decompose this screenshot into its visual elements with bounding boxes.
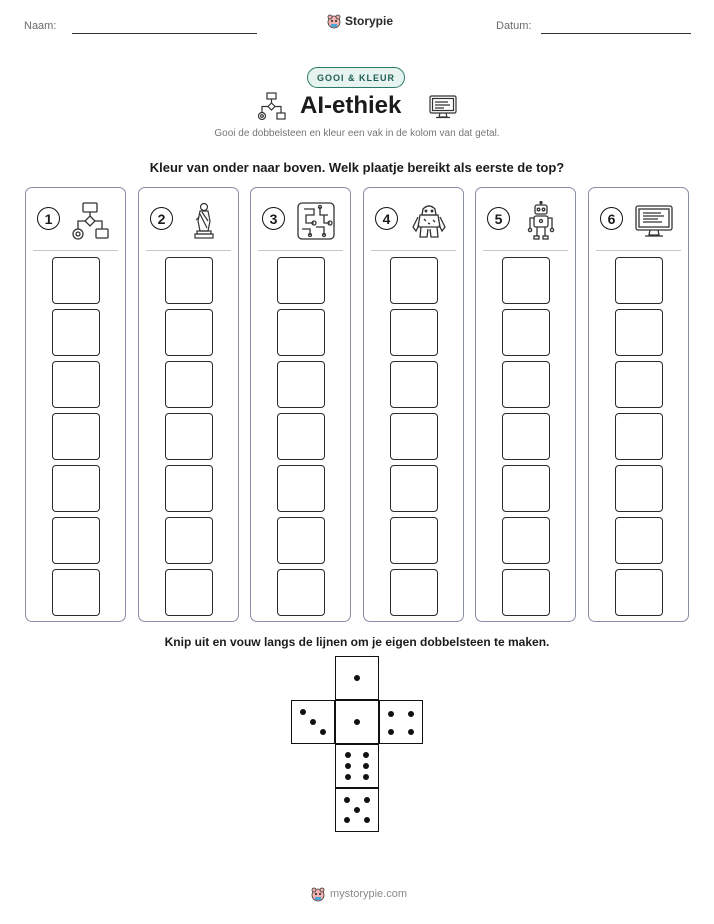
- color-cell[interactable]: [277, 361, 325, 408]
- die-face-1-top: [335, 656, 379, 700]
- footer-url: mystorypie.com: [330, 888, 408, 900]
- column-number-5: 5: [487, 207, 510, 230]
- title-monitor-icon: [428, 94, 458, 120]
- color-cell[interactable]: [165, 413, 213, 460]
- color-cell[interactable]: [165, 257, 213, 304]
- color-cell[interactable]: [52, 413, 100, 460]
- circuit-brain-icon: [296, 201, 336, 241]
- color-cell[interactable]: [390, 517, 438, 564]
- column-divider: [258, 250, 343, 251]
- color-cell[interactable]: [502, 309, 550, 356]
- color-cell[interactable]: [52, 361, 100, 408]
- color-cell[interactable]: [615, 569, 663, 616]
- color-cell[interactable]: [615, 465, 663, 512]
- color-cell[interactable]: [52, 569, 100, 616]
- color-cell[interactable]: [52, 309, 100, 356]
- color-cell[interactable]: [277, 569, 325, 616]
- color-cell[interactable]: [615, 309, 663, 356]
- activity-badge: GOOI & KLEUR: [307, 67, 405, 88]
- column-3: [250, 187, 351, 622]
- color-cell[interactable]: [390, 309, 438, 356]
- title-flowchart-icon: [257, 92, 287, 122]
- pip: [363, 752, 369, 758]
- pip: [388, 711, 394, 717]
- pip: [345, 752, 351, 758]
- name-label: Naam:: [24, 20, 57, 32]
- pip: [364, 797, 370, 803]
- color-cell[interactable]: [277, 413, 325, 460]
- color-cell[interactable]: [165, 361, 213, 408]
- brand-name: Storypie: [345, 14, 394, 28]
- color-cell[interactable]: [502, 569, 550, 616]
- color-cell[interactable]: [165, 569, 213, 616]
- color-cell[interactable]: [165, 517, 213, 564]
- column-4: [363, 187, 464, 622]
- column-divider: [33, 250, 118, 251]
- color-cell[interactable]: [277, 517, 325, 564]
- pip: [363, 763, 369, 769]
- die-face-5: [335, 788, 379, 832]
- pip: [344, 797, 350, 803]
- pip: [310, 719, 316, 725]
- pip: [363, 774, 369, 780]
- column-number-2: 2: [150, 207, 173, 230]
- name-line[interactable]: [72, 33, 257, 34]
- color-cell[interactable]: [277, 309, 325, 356]
- color-cell[interactable]: [165, 309, 213, 356]
- footer: [310, 886, 407, 902]
- color-cell[interactable]: [52, 257, 100, 304]
- pip: [354, 675, 360, 681]
- color-cell[interactable]: [390, 257, 438, 304]
- column-divider: [146, 250, 231, 251]
- flowchart-icon: [71, 201, 111, 241]
- pip: [345, 774, 351, 780]
- golem-icon: [409, 201, 449, 241]
- color-cell[interactable]: [277, 465, 325, 512]
- color-cell[interactable]: [52, 465, 100, 512]
- pip: [354, 719, 360, 725]
- pip: [408, 711, 414, 717]
- column-number-1: 1: [37, 207, 60, 230]
- storypie-logo: [326, 13, 393, 29]
- color-cell[interactable]: [52, 517, 100, 564]
- column-divider: [371, 250, 456, 251]
- color-cell[interactable]: [277, 257, 325, 304]
- color-cell[interactable]: [615, 361, 663, 408]
- pip: [320, 729, 326, 735]
- pip: [388, 729, 394, 735]
- column-number-6: 6: [600, 207, 623, 230]
- column-2: [138, 187, 239, 622]
- pip: [345, 763, 351, 769]
- color-cell[interactable]: [390, 413, 438, 460]
- color-cell[interactable]: [615, 517, 663, 564]
- color-cell[interactable]: [390, 569, 438, 616]
- page-title: AI-ethiek: [300, 92, 402, 119]
- die-face-4: [379, 700, 423, 744]
- die-face-3: [291, 700, 335, 744]
- die-face-1-center: [335, 700, 379, 744]
- column-divider: [596, 250, 681, 251]
- storypie-mascot-icon: [310, 886, 326, 902]
- storypie-mascot-icon: [326, 13, 342, 29]
- column-6: [588, 187, 689, 622]
- pip: [354, 807, 360, 813]
- color-cell[interactable]: [502, 257, 550, 304]
- dice-instruction: Knip uit en vouw langs de lijnen om je eigen dobbelsteen te maken.: [164, 635, 550, 649]
- color-cell[interactable]: [390, 465, 438, 512]
- pip: [364, 817, 370, 823]
- computer-monitor-icon: [634, 201, 674, 241]
- column-5: [475, 187, 576, 622]
- date-line[interactable]: [541, 33, 691, 34]
- column-number-3: 3: [262, 207, 285, 230]
- pip: [344, 817, 350, 823]
- robot-icon: [521, 201, 561, 241]
- color-cell[interactable]: [615, 413, 663, 460]
- color-cell[interactable]: [165, 465, 213, 512]
- die-face-6: [335, 744, 379, 788]
- color-cell[interactable]: [502, 413, 550, 460]
- column-number-4: 4: [375, 207, 398, 230]
- coloring-instruction: Kleur van onder naar boven. Welk plaatje bereikt als eerste de top?: [149, 160, 565, 175]
- column-divider: [483, 250, 568, 251]
- philosopher-statue-icon: [184, 201, 224, 241]
- color-cell[interactable]: [502, 361, 550, 408]
- pip: [300, 709, 306, 715]
- color-cell[interactable]: [502, 465, 550, 512]
- date-label: Datum:: [496, 20, 532, 32]
- color-cell[interactable]: [390, 361, 438, 408]
- column-1: [25, 187, 126, 622]
- color-cell[interactable]: [615, 257, 663, 304]
- color-cell[interactable]: [502, 517, 550, 564]
- pip: [408, 729, 414, 735]
- subtitle: Gooi de dobbelsteen en kleur een vak in de kolom van dat getal.: [214, 128, 500, 139]
